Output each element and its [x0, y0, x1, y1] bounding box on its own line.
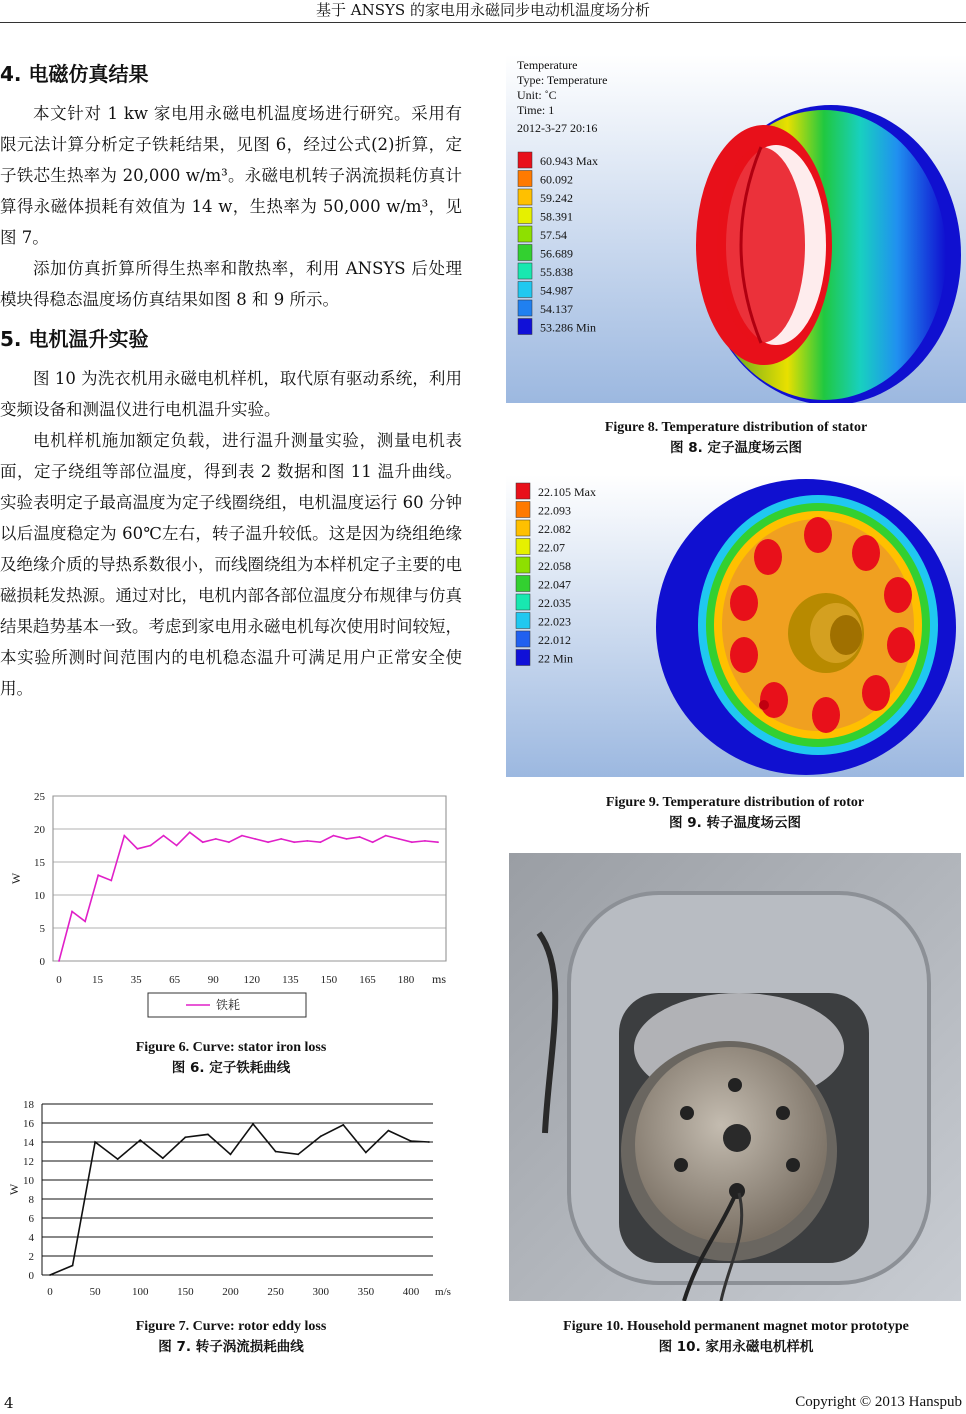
figure-6-chart — [0, 780, 462, 1030]
copyright: Copyright © 2013 Hanspub — [795, 1394, 962, 1410]
y-tick-label: 18 — [23, 1099, 34, 1111]
y-tick-label: 6 — [28, 1213, 34, 1225]
data-point — [230, 1153, 232, 1155]
mounting-hole — [776, 1106, 790, 1120]
shaft-hole — [723, 1124, 751, 1152]
figure-6-caption-zh: 图 6. 定子铁耗曲线 — [171, 1060, 291, 1076]
data-point — [297, 1153, 299, 1155]
left-column — [0, 52, 462, 704]
legend-swatch — [518, 300, 532, 316]
y-tick-label: 25 — [34, 791, 45, 803]
legend-swatch — [518, 263, 532, 279]
mounting-hole — [674, 1158, 688, 1172]
data-point — [184, 1136, 186, 1138]
x-tick-label: 90 — [207, 974, 219, 986]
data-point — [293, 841, 295, 843]
figure-10-caption — [506, 1317, 966, 1357]
figure-8-info-line: 2012-3-27 20:16 — [517, 121, 598, 135]
figure-8-info-line: Temperature — [517, 58, 578, 72]
y-tick-label: 15 — [34, 857, 45, 869]
data-point — [342, 1124, 344, 1126]
data-point — [306, 840, 308, 842]
y-tick-label: 14 — [23, 1137, 34, 1149]
legend-swatch — [516, 594, 530, 610]
data-point — [84, 921, 86, 923]
legend-swatch — [516, 557, 530, 573]
figure-6-caption-en: Figure 6. Curve: stator iron loss — [135, 1040, 327, 1055]
series-line-iron-loss — [59, 832, 438, 961]
y-tick-label: 0 — [39, 956, 45, 968]
section-5-paragraph-2: 电机样机施加额定负载，进行温升测量实验，测量电机表面，定子绕组等部位温度，得到表 2 数据和图 11 温升曲线。实验表明定子最高温度为定子线圈绕组，电机温度运行 60 分钟以后温度稳定为 60℃左右，转子温升较低。这是因为绕组绝缘及绝缘介质的导热系数很小，而线圈绕组为本样机定子主要的电磁损耗发热源。通过对比，电机内部各部位温度分布规律与仿真结果趋势基本一致。考虑到家电用永磁电机每次使用时间较短，本实验所测时间范围内的电机稳态温升可满足用户正常安全使用。 — [0, 431, 462, 698]
figure-8-caption-zh: 图 8. 定子温度场云图 — [670, 440, 802, 456]
data-point — [150, 845, 152, 847]
data-point — [333, 835, 335, 837]
figure-9-caption-zh: 图 9. 转子温度场云图 — [669, 815, 801, 831]
data-point — [398, 838, 400, 840]
data-point — [202, 841, 204, 843]
figure-10-caption-zh: 图 10. 家用永磁电机样机 — [658, 1339, 814, 1355]
legend-swatch — [516, 650, 530, 666]
data-point — [428, 1141, 430, 1143]
legend-swatch — [516, 613, 530, 629]
x-tick-label: 0 — [47, 1286, 53, 1298]
running-head: 基于 ANSYS 的家电用永磁同步电动机温度场分析 — [316, 1, 650, 19]
figure-8-caption-en: Figure 8. Temperature distribution of stator — [604, 420, 868, 435]
header-rule — [0, 22, 966, 23]
data-point — [254, 838, 256, 840]
x-tick-label: 150 — [177, 1286, 194, 1298]
data-point — [385, 835, 387, 837]
x-tick-label: 150 — [320, 974, 338, 986]
x-tick-label: 65 — [169, 974, 181, 986]
x-tick-label: 400 — [402, 1286, 420, 1298]
legend-value: 22.058 — [538, 559, 571, 573]
data-point — [359, 836, 361, 838]
data-point — [387, 1130, 389, 1132]
figure-6-svg — [0, 780, 462, 1030]
data-point — [411, 841, 413, 843]
legend-swatch — [516, 576, 530, 592]
x-tick-label: 35 — [130, 974, 142, 986]
legend-value: 22.012 — [538, 633, 571, 647]
x-tick-label: 135 — [282, 974, 299, 986]
data-point — [176, 845, 178, 847]
data-point — [372, 841, 374, 843]
data-point — [365, 1152, 367, 1154]
data-point — [49, 1274, 51, 1276]
y-tick-label: 0 — [28, 1270, 34, 1282]
rotor-model — [656, 479, 956, 775]
data-point — [189, 831, 191, 833]
x-tick-label: 0 — [56, 974, 62, 986]
legend-value: 56.689 — [540, 246, 573, 261]
y-tick-label: 2 — [28, 1251, 34, 1263]
data-point — [280, 838, 282, 840]
figure-7-chart — [0, 1092, 462, 1310]
chart-legend — [148, 993, 306, 1017]
legend-swatch — [518, 319, 532, 335]
y-axis-label: W — [9, 872, 23, 885]
figure-9-svg — [506, 475, 964, 777]
legend-value: 55.838 — [540, 265, 573, 279]
figure-8-image — [506, 55, 966, 403]
page-number: 4 — [4, 1394, 14, 1412]
data-point — [71, 911, 73, 913]
legend-swatch — [518, 208, 532, 224]
data-point — [437, 841, 439, 843]
y-tick-label: 12 — [23, 1156, 34, 1168]
figure-8-info-line: Type: Temperature — [517, 73, 608, 87]
figure-10-svg — [509, 853, 961, 1301]
data-point — [241, 835, 243, 837]
y-tick-label: 16 — [23, 1118, 34, 1130]
data-point — [410, 1140, 412, 1142]
data-point — [123, 835, 125, 837]
data-point — [252, 1123, 254, 1125]
x-tick-label: 250 — [267, 1286, 284, 1298]
figure-7-caption-zh: 图 7. 转子涡流损耗曲线 — [158, 1339, 304, 1355]
y-axis-label: W — [7, 1183, 21, 1196]
legend-value: 54.987 — [540, 283, 573, 298]
figure-10-photo — [509, 853, 961, 1301]
x-tick-label: 180 — [397, 974, 415, 986]
y-tick-label: 8 — [28, 1194, 34, 1206]
legend-value: 22.047 — [538, 577, 571, 592]
legend-value: 53.286 Min — [540, 320, 597, 335]
legend-value: 54.137 — [540, 302, 573, 316]
figure-9-caption-en: Figure 9. Temperature distribution of rotor — [605, 795, 865, 810]
data-point — [162, 1157, 164, 1159]
figure-8-caption — [506, 418, 966, 458]
legend-swatch — [516, 483, 530, 499]
section-4-paragraph-1: 本文针对 1 kw 家电用永磁电机温度场进行研究。采用有限元法计算分析定子铁耗结果，见图 6，经过公式(2)折算，定子铁芯生热率为 20,000 w/m³。永磁电机转子涡流损耗仿真计算得永磁体损耗有效值为 14 w，生热率为 50,000 w/m³，见图 7。 — [0, 104, 462, 247]
figure-10-caption-en: Figure 10. Household permanent magnet motor prototype — [563, 1319, 909, 1334]
y-tick-label: 4 — [28, 1232, 34, 1244]
section-4-paragraph-2: 添加仿真折算所得生热率和散热率，利用 ANSYS 后处理模块得稳态温度场仿真结果如图 8 和 9 所示。 — [0, 259, 462, 309]
x-tick-label: 100 — [131, 1286, 149, 1298]
data-point — [424, 840, 426, 842]
figure-8-svg — [506, 55, 966, 403]
data-point — [275, 1151, 277, 1153]
legend-value: 22.023 — [538, 614, 571, 629]
legend-value: 22.07 — [538, 540, 565, 555]
figure-7-caption — [0, 1317, 462, 1357]
figure-6-caption — [0, 1038, 462, 1078]
x-unit-label: ms — [431, 972, 447, 986]
x-tick-label: 50 — [89, 1286, 101, 1298]
legend-swatch — [518, 189, 532, 205]
data-point — [72, 1265, 74, 1267]
legend-value: 57.54 — [540, 228, 567, 242]
legend-value: 22 Min — [538, 651, 574, 666]
figure-8-info-line: Unit: ˚C — [517, 88, 557, 102]
data-point — [110, 880, 112, 882]
figure-7-caption-en: Figure 7. Curve: rotor eddy loss — [135, 1319, 327, 1334]
legend-value: 22.093 — [538, 503, 571, 518]
legend-value: 22.035 — [538, 596, 571, 610]
data-point — [58, 960, 60, 962]
mounting-hole — [680, 1106, 694, 1120]
y-tick-label: 10 — [34, 890, 45, 902]
x-tick-label: 120 — [243, 974, 261, 986]
legend-value: 58.391 — [540, 209, 573, 224]
legend-swatch — [518, 226, 532, 242]
legend-value: 60.092 — [540, 172, 573, 187]
data-point — [117, 1158, 119, 1160]
legend-value: 59.242 — [540, 191, 573, 205]
figure-9-image — [506, 475, 964, 777]
y-tick-label: 10 — [23, 1175, 34, 1187]
mounting-hole — [786, 1158, 800, 1172]
data-point — [139, 1139, 141, 1141]
data-point — [163, 835, 165, 837]
legend-swatch — [518, 171, 532, 187]
legend-swatch — [518, 152, 532, 168]
legend-swatch — [516, 539, 530, 555]
figure-8-info-line: Time: 1 — [517, 103, 555, 117]
figure-7-svg — [0, 1092, 462, 1310]
data-point — [319, 841, 321, 843]
data-point — [346, 838, 348, 840]
data-point — [267, 841, 269, 843]
legend-swatch — [516, 631, 530, 647]
legend-swatch — [518, 282, 532, 298]
data-point — [228, 841, 230, 843]
data-point — [94, 1141, 96, 1143]
section-5-paragraph-1: 图 10 为洗衣机用永磁电机样机，取代原有驱动系统，利用变频设备和测温仪进行电机温升实验。 — [0, 369, 462, 419]
legend-label: 铁耗 — [216, 998, 241, 1012]
figure-9-caption — [506, 793, 964, 833]
x-tick-label: 200 — [222, 1286, 239, 1298]
data-point — [207, 1134, 209, 1136]
legend-value: 22.082 — [538, 522, 571, 536]
data-point — [137, 848, 139, 850]
legend-value: 22.105 Max — [538, 485, 596, 499]
y-tick-label: 20 — [34, 824, 45, 836]
x-tick-label: 165 — [359, 974, 376, 986]
y-tick-label: 5 — [39, 923, 45, 935]
section-5-heading: 5. 电机温升实验 — [0, 327, 149, 351]
x-tick-label: 15 — [92, 974, 104, 986]
legend-value: 60.943 Max — [540, 154, 598, 168]
x-tick-label: 350 — [357, 1286, 375, 1298]
x-unit-label: m/s — [435, 1286, 451, 1298]
legend-swatch — [516, 502, 530, 518]
x-tick-label: 300 — [312, 1286, 329, 1298]
legend-swatch — [516, 520, 530, 536]
legend-swatch — [518, 245, 532, 261]
data-point — [215, 838, 217, 840]
data-point — [320, 1135, 322, 1137]
data-point — [97, 874, 99, 876]
section-4-heading: 4. 电磁仿真结果 — [0, 62, 149, 86]
mounting-hole — [728, 1078, 742, 1092]
